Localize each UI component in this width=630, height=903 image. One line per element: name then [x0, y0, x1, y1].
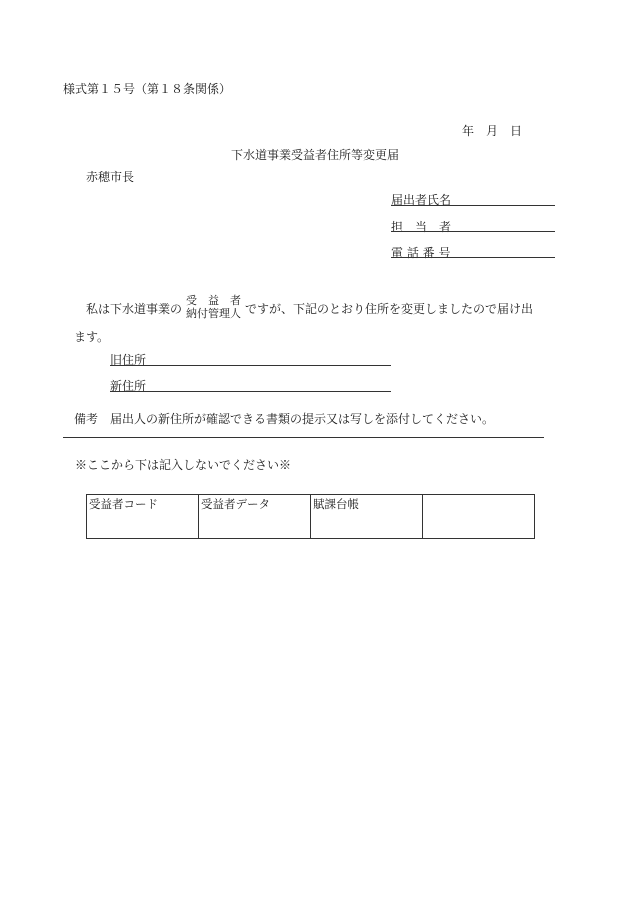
applicant-name-line[interactable]: [391, 205, 555, 206]
table-cell: 受益者コード: [87, 495, 199, 539]
office-use-note: ※ここから下は記入しないでください※: [75, 458, 292, 472]
old-address-label: 旧住所: [110, 353, 147, 367]
staff-label: 担 当 者: [391, 220, 452, 234]
body-text-start: 私は下水道事業の: [86, 302, 183, 316]
addressee: 赤穂市長: [86, 170, 135, 184]
divider: [63, 437, 544, 438]
remarks-text: 届出人の新住所が確認できる書類の提示又は写しを添付してください。: [110, 412, 495, 426]
office-use-table: [86, 494, 535, 539]
table-row: [87, 495, 535, 539]
remarks: [74, 412, 494, 426]
body-text-line2: ます。: [74, 330, 110, 344]
staff-line[interactable]: [391, 231, 555, 232]
new-address-line[interactable]: [110, 391, 391, 392]
phone-label: 電 話 番 号: [391, 246, 451, 260]
table-cell: [423, 495, 535, 539]
remarks-label: 備考: [74, 412, 99, 426]
date-line: 年 月 日: [462, 124, 523, 138]
new-address-label: 新住所: [110, 379, 147, 393]
document-title: 下水道事業受益者住所等変更届: [231, 148, 400, 162]
payer-type-stack: [186, 294, 241, 320]
table-cell: 受益者データ: [199, 495, 311, 539]
form-number: 様式第１５号（第１８条関係）: [63, 82, 232, 96]
payer-type-manager: 納付管理人: [186, 307, 241, 320]
table-cell: 賦課台帳: [311, 495, 423, 539]
applicant-name-label: 届出者氏名: [391, 193, 452, 207]
phone-line[interactable]: [391, 257, 555, 258]
old-address-line[interactable]: [110, 365, 391, 366]
payer-type-beneficiary: 受 益 者: [186, 294, 241, 307]
body-text-end: ですが、下記のとおり住所を変更しましたので届け出: [245, 302, 534, 316]
